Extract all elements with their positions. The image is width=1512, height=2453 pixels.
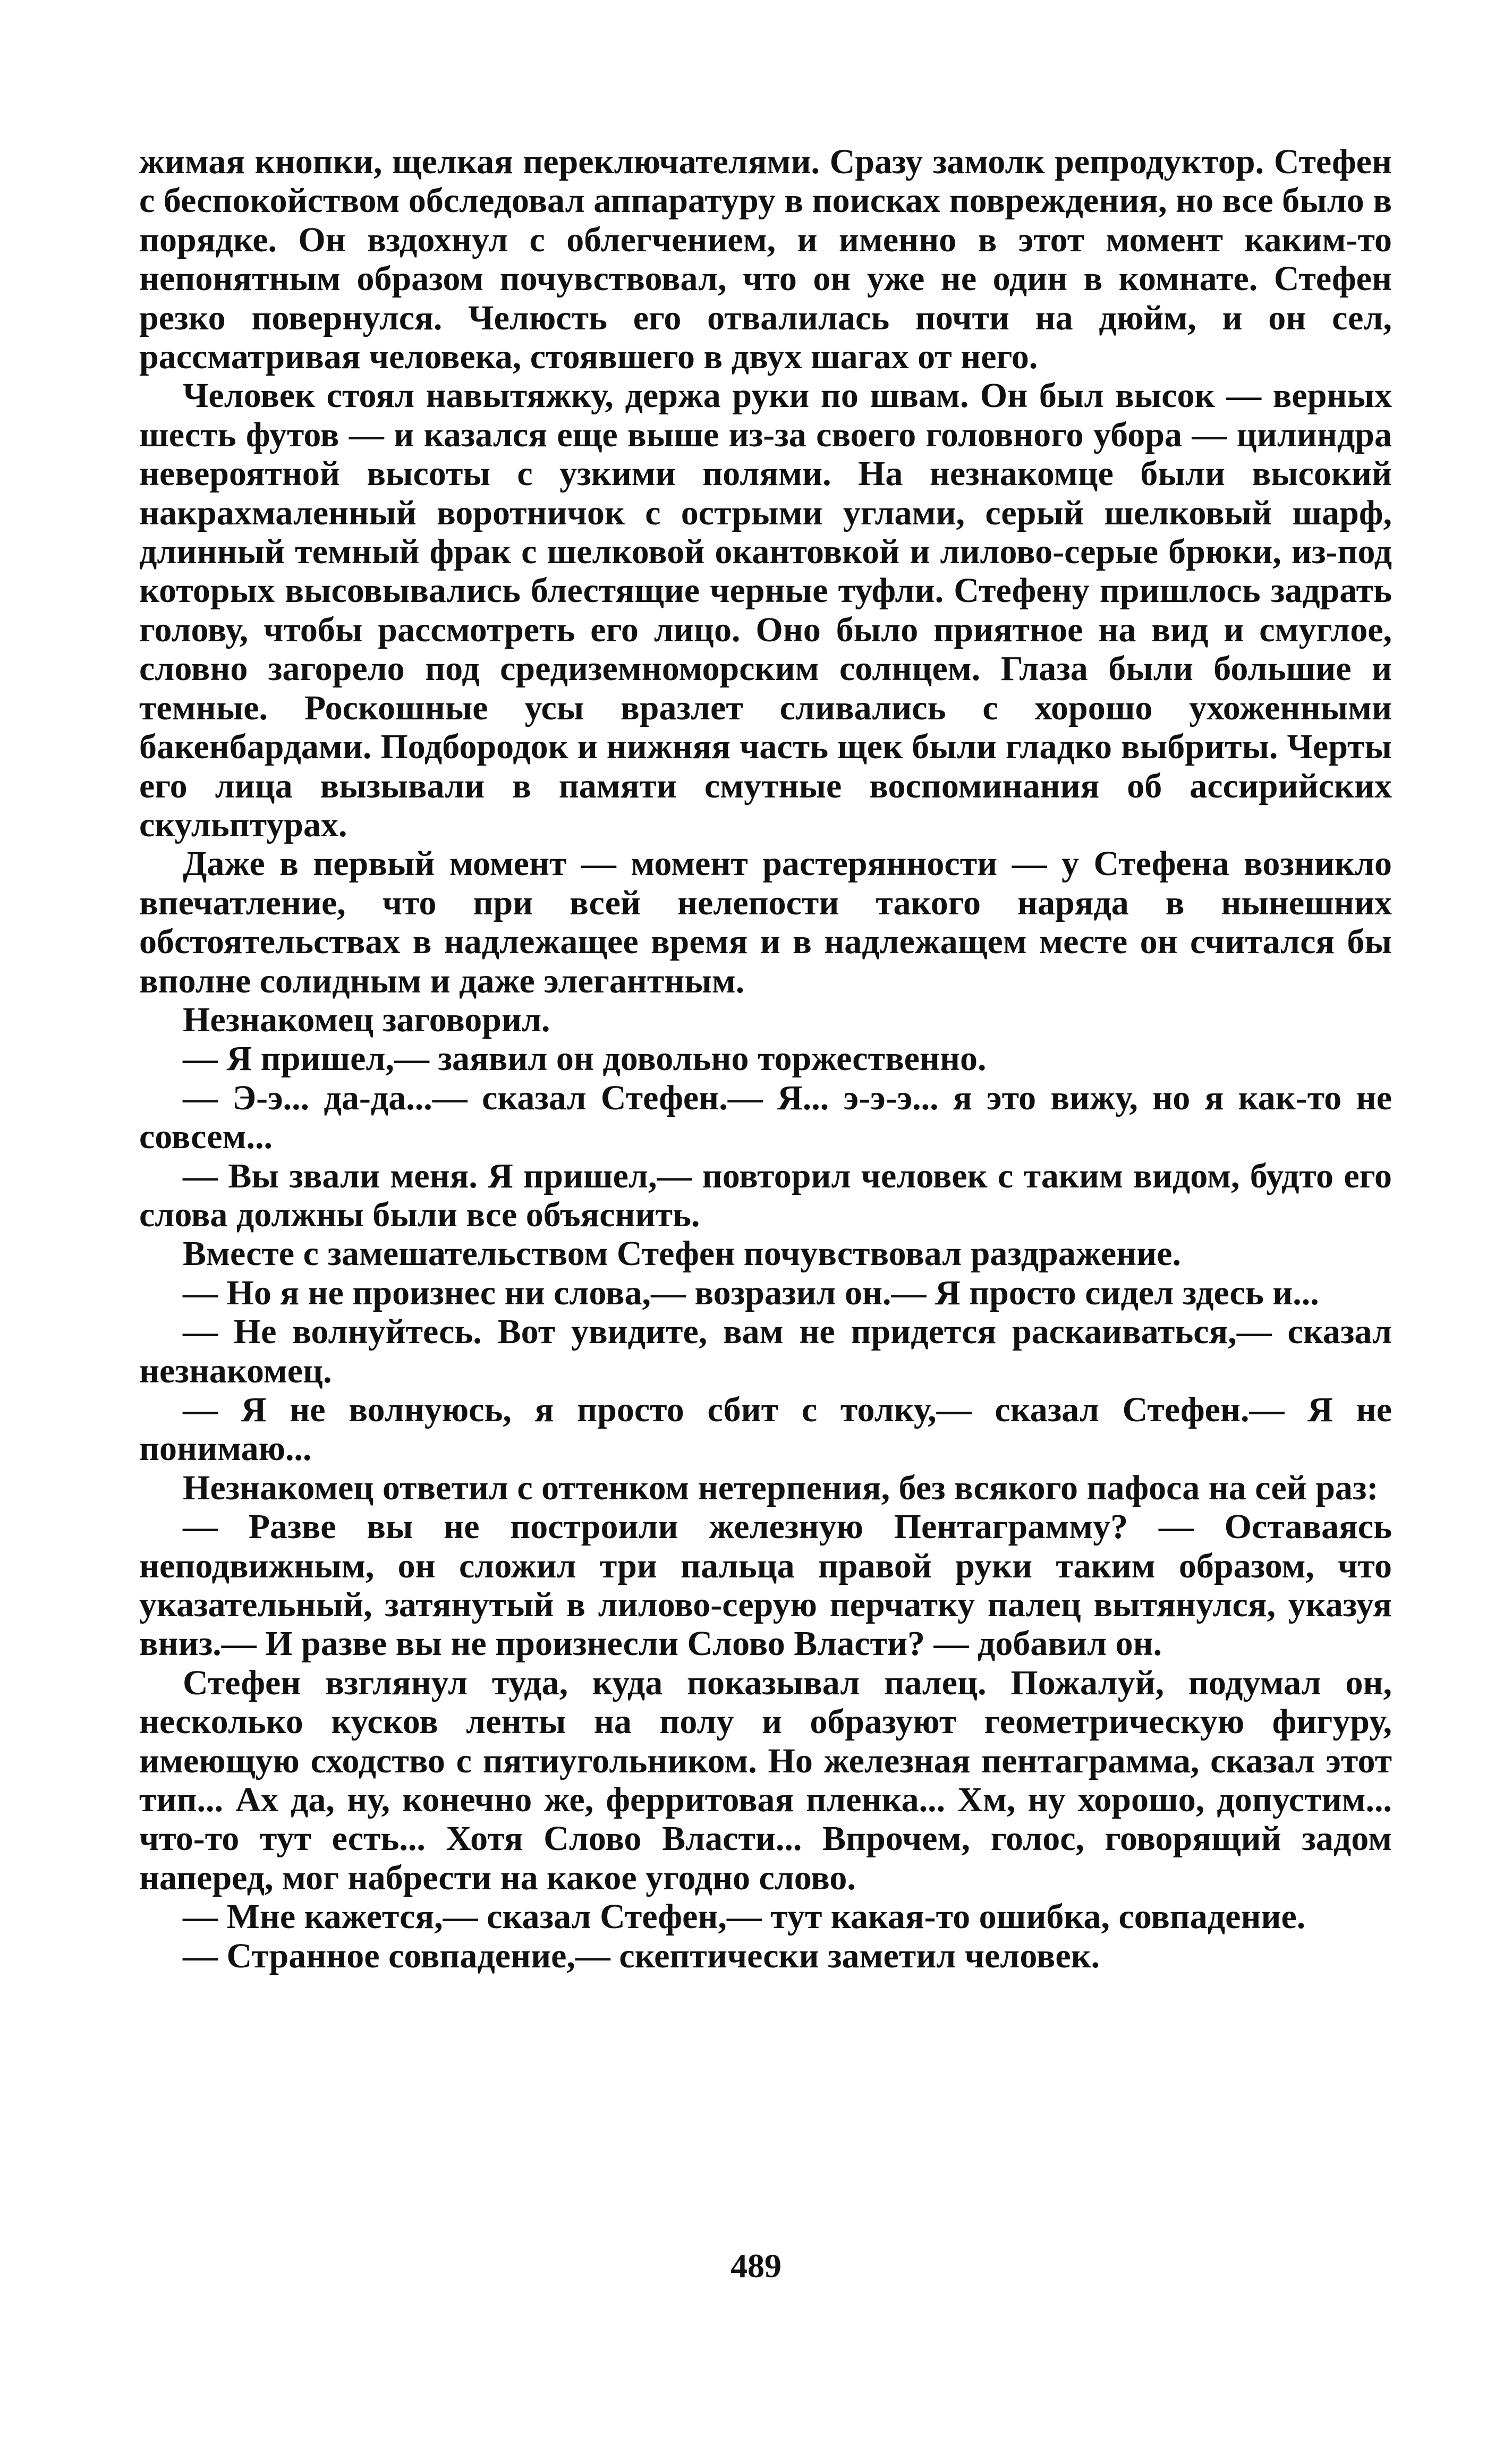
paragraph: Вместе с замешательством Стефен почувствовал раздражение. xyxy=(183,1234,1181,1274)
dialogue-line: — Не волнуйтесь. Вот увидите, вам не придется раскаиваться,— сказал незнакомец. xyxy=(139,1312,1392,1390)
paragraph: жимая кнопки, щелкая переключателями. Сразу замолк репродуктор. Стефен с беспокойством обследовал аппаратуру в поисках повреждения, но все было в порядке. Он вздохнул с облегчением, и именно в этот момент каким-то непонятным образом почувствовал, что он уже не один в комнате. Стефен резко повернулся. Челюсть его отвалилась почти на дюйм, и он сел, рассматривая человека, стоявшего в двух шагах от него. xyxy=(139,142,1392,377)
paragraph: Незнакомец ответил с оттенком нетерпения, без всякого пафоса на сей раз: xyxy=(183,1468,1379,1507)
paragraph: Стефен взглянул туда, куда показывал палец. Пожалуй, подумал он, несколько кусков ленты на полу и образуют геометрическую фигуру, имеющую сходство с пятиугольником. Но железная пентаграмма, сказал этот тип... Ах да, ну, конечно же, ферритовая пленка... Хм, ну хорошо, допустим... что-то тут есть... Хотя Слово Власти... Впрочем, голос, говорящий задом наперед, мог набрести на какое угодно слово. xyxy=(139,1663,1392,1897)
body-text xyxy=(139,142,1392,1975)
dialogue-line: — Мне кажется,— сказал Стефен,— тут какая-то ошибка, совпадение. xyxy=(183,1897,1306,1937)
paragraph: Незнакомец заговорил. xyxy=(183,1000,550,1039)
dialogue-line: — Разве вы не построили железную Пентаграмму? — Оставаясь неподвижным, он сложил три пальца правой руки таким образом, что указательный, затянутый в лилово-серую перчатку палец вытянулся, указуя вниз.— И разве вы не произнесли Слово Власти? — добавил он. xyxy=(139,1507,1392,1663)
paragraph: Человек стоял навытяжку, держа руки по швам. Он был высок — верных шесть футов — и казался еще выше из-за своего головного убора — цилиндра невероятной высоты с узкими полями. На незнакомце были высокий накрахмаленный воротничок с острыми углами, серый шелковый шарф, длинный темный фрак с шелковой окантовкой и лилово-серые брюки, из-под которых высовывались блестящие черные туфли. Стефену пришлось задрать голову, чтобы рассмотреть его лицо. Оно было приятное на вид и смуглое, словно загорело под средиземноморским солнцем. Глаза были большие и темные. Роскошные усы вразлет сливались с хорошо ухоженными бакенбардами. Подбородок и нижняя часть щек были гладко выбриты. Черты его лица вызывали в памяти смутные воспоминания об ассирийских скульптурах. xyxy=(139,376,1392,844)
page-number: 489 xyxy=(730,2247,782,2285)
paragraph: Даже в первый момент — момент растерянности — у Стефена возникло впечатление, что при всей нелепости такого наряда в нынешних обстоятельствах в надлежащее время и в надлежащем месте он считался бы вполне солидным и даже элегантным. xyxy=(139,844,1392,1000)
dialogue-line: — Странное совпадение,— скептически заметил человек. xyxy=(183,1936,1100,1975)
dialogue-line: — Я не волнуюсь, я просто сбит с толку,— сказал Стефен.— Я не понимаю... xyxy=(139,1390,1392,1469)
dialogue-line: — Вы звали меня. Я пришел,— повторил человек с таким видом, будто его слова должны были все объяснить. xyxy=(139,1156,1392,1234)
dialogue-line: — Я пришел,— заявил он довольно торжественно. xyxy=(183,1039,987,1079)
dialogue-line: — Но я не произнес ни слова,— возразил он.— Я просто сидел здесь и... xyxy=(183,1273,1319,1312)
dialogue-line: — Э-э... да-да...— сказал Стефен.— Я... э-э-э... я это вижу, но я как-то не совсем... xyxy=(139,1078,1392,1157)
